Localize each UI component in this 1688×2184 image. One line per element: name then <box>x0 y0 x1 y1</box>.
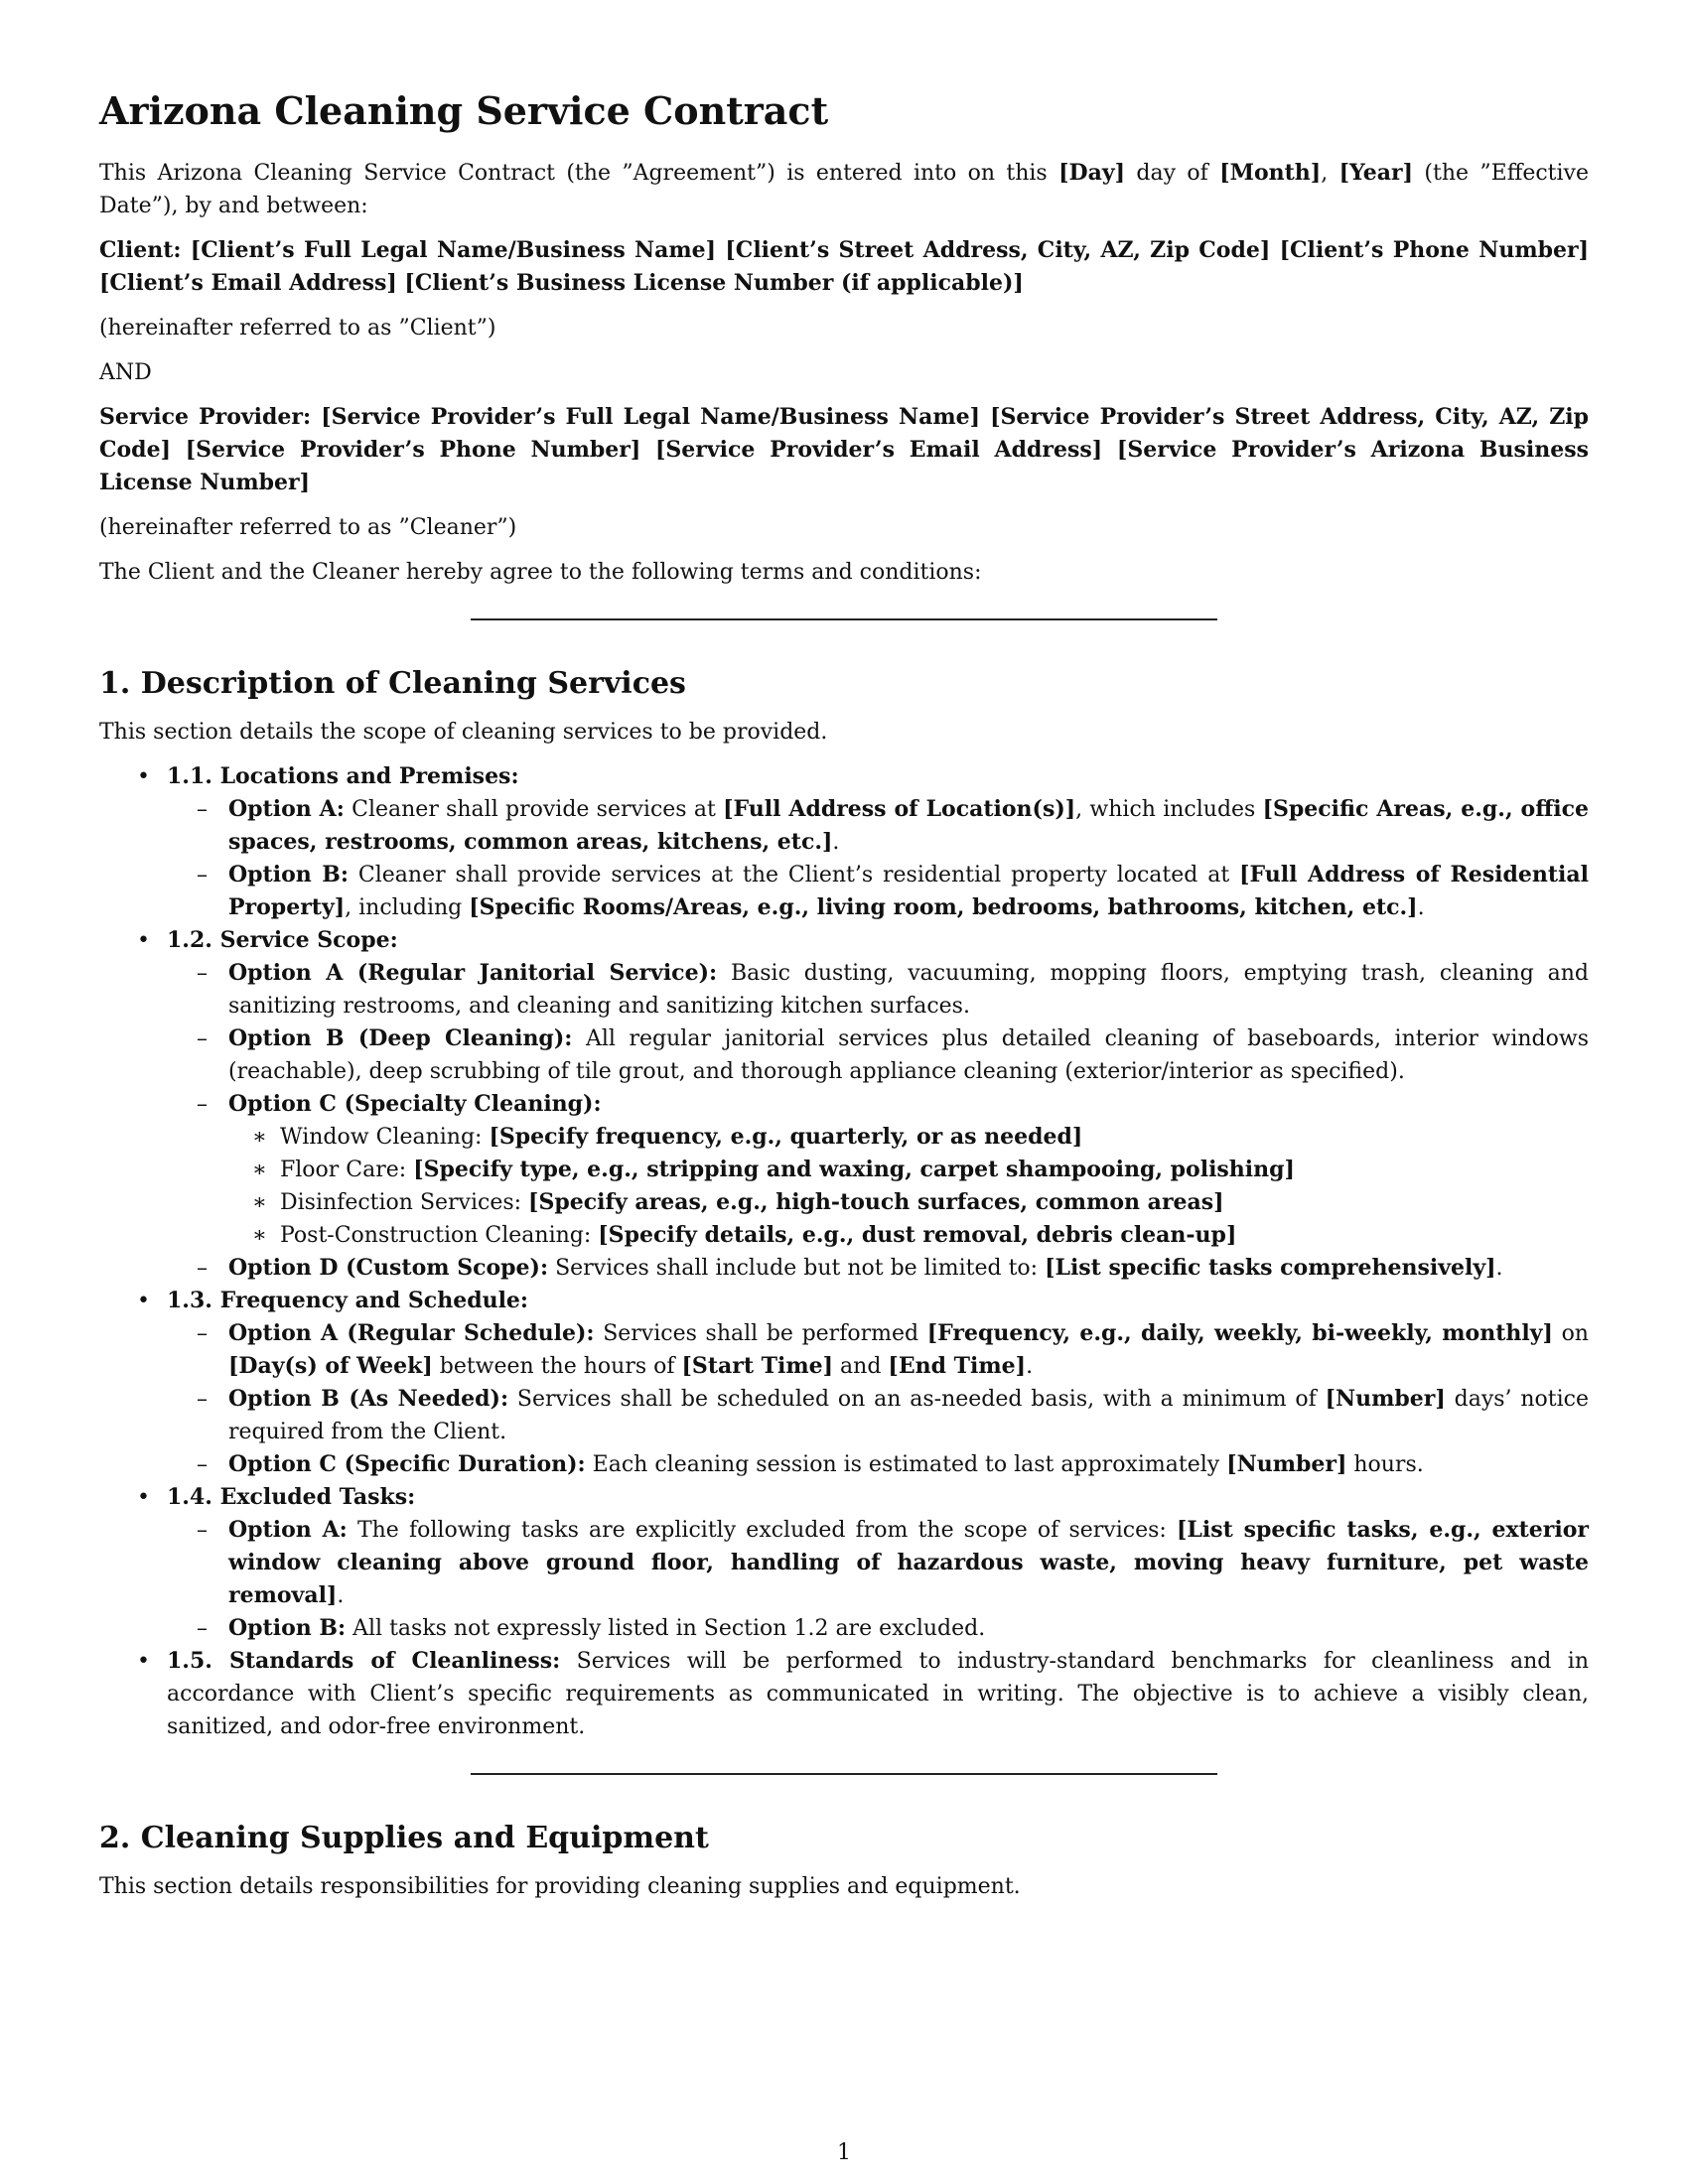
option-1-3-b <box>167 1383 1589 1448</box>
item-1-1-label: 1.1. Locations and Premises: <box>167 763 519 789</box>
option-text: , which includes <box>1075 797 1263 822</box>
intro-text-1: This Arizona Cleaning Service Contract (the ”Agreement”) is entered into on this <box>99 161 1059 186</box>
option-text: Basic dusting, vacuuming, mopping floors, emptying trash, cleaning and sanitizing restrooms, and cleaning and sanitizing kitchen surfaces. <box>228 961 1590 1019</box>
sub-item-name: Window Cleaning: <box>280 1125 490 1150</box>
option-label: Option B (As Needed): <box>228 1386 509 1412</box>
option-1-2-c <box>167 1088 1589 1252</box>
option-1-2-b <box>167 1023 1589 1088</box>
option-1-2-d <box>167 1252 1589 1285</box>
section-1-list <box>99 760 1589 1743</box>
option-label: Option A: <box>228 1517 348 1543</box>
option-text: . <box>1417 895 1425 920</box>
option-1-2-a <box>167 957 1589 1023</box>
intro-paragraph <box>99 157 1589 222</box>
sub-item-name: Post-Construction Cleaning: <box>280 1223 599 1248</box>
section-2-heading: 2. Cleaning Supplies and Equipment <box>99 1821 709 1855</box>
option-text: All regular janitorial services plus detailed cleaning of baseboards, interior windows (reachable), deep scrubbing of tile grout, and thorough appliance cleaning (exterior/interior as specified). <box>228 1026 1589 1084</box>
sub-item <box>228 1121 1589 1154</box>
option-text: Services shall be scheduled on an as-needed basis, with a minimum of <box>508 1387 1326 1412</box>
and-separator: AND <box>99 360 152 385</box>
placeholder-field: [Full Address of Residential Property] <box>228 862 1589 920</box>
agreement-statement: The Client and the Cleaner hereby agree to the following terms and conditions: <box>99 560 982 585</box>
option-text: Services shall be performed <box>594 1321 927 1346</box>
placeholder-field: [Specify frequency, e.g., quarterly, or as needed] <box>489 1124 1083 1150</box>
option-1-4-b <box>167 1612 1589 1645</box>
section-1-intro: This section details the scope of cleaning services to be provided. <box>99 720 828 745</box>
option-1-1-b <box>167 859 1589 924</box>
option-text: . <box>1026 1354 1034 1379</box>
list-item-1-4 <box>99 1481 1589 1645</box>
sub-item <box>228 1219 1589 1252</box>
year-field: [Year] <box>1338 160 1414 186</box>
option-text: Services shall include but not be limited to: <box>548 1256 1046 1281</box>
client-details: Client: [Client’s Full Legal Name/Business Name] [Client’s Street Address, City, AZ, Zip Code] [Client’s Phone Number] [Client’s Email Address] [Client’s Business License Number (if applicable)] <box>99 237 1589 296</box>
placeholder-field: [List specific tasks, e.g., exterior window cleaning above ground floor, handling of hazardous waste, moving heavy furniture, pet waste removal] <box>228 1517 1590 1608</box>
option-label: Option A (Regular Schedule): <box>228 1320 595 1346</box>
item-1-4-label: 1.4. Excluded Tasks: <box>167 1484 416 1510</box>
option-text: between the hours of <box>432 1354 682 1379</box>
document-title: Arizona Cleaning Service Contract <box>99 88 829 133</box>
item-1-5-label: 1.5. Standards of Cleanliness: <box>167 1648 561 1674</box>
option-1-3-c <box>167 1448 1589 1481</box>
option-label: Option D (Custom Scope): <box>228 1255 549 1281</box>
client-reference: (hereinafter referred to as ”Client”) <box>99 316 496 341</box>
list-item-1-2 <box>99 924 1589 1285</box>
placeholder-field: [Day(s) of Week] <box>228 1353 433 1379</box>
placeholder-field: [End Time] <box>888 1353 1027 1379</box>
sub-item-name: Floor Care: <box>280 1158 414 1182</box>
sub-item <box>228 1154 1589 1186</box>
item-1-3-label: 1.3. Frequency and Schedule: <box>167 1288 529 1313</box>
placeholder-field: [Start Time] <box>681 1353 834 1379</box>
option-label: Option A (Regular Janitorial Service): <box>228 960 718 986</box>
option-label: Option B (Deep Cleaning): <box>228 1025 573 1051</box>
item-1-3-options <box>167 1317 1589 1481</box>
item-1-2-options <box>167 957 1589 1285</box>
placeholder-field: [Specify areas, e.g., high-touch surfaces, common areas] <box>528 1189 1224 1215</box>
item-1-4-options <box>167 1514 1589 1645</box>
option-label: Option C (Specialty Cleaning): <box>228 1091 602 1117</box>
option-text: . <box>337 1583 345 1608</box>
provider-details: Service Provider: [Service Provider’s Full Legal Name/Business Name] [Service Provider’s Street Address, City, AZ, Zip Code] [Service Provider’s Phone Number] [Service Provider’s Email Address] [Service Provider’s Arizona Business License Number] <box>99 404 1589 495</box>
option-1-3-a <box>167 1317 1589 1383</box>
section-divider <box>471 618 1217 620</box>
specialty-cleaning-list <box>228 1121 1589 1252</box>
option-text: on <box>1552 1321 1589 1346</box>
day-field: [Day] <box>1058 160 1126 186</box>
option-1-1-a <box>167 793 1589 859</box>
option-text: . <box>1495 1256 1503 1281</box>
section-divider <box>471 1773 1217 1775</box>
option-text: Each cleaning session is estimated to last approximately <box>585 1452 1227 1477</box>
list-item-1-1 <box>99 760 1589 924</box>
option-label: Option B: <box>228 1615 347 1641</box>
sub-item <box>228 1186 1589 1219</box>
section-1-heading: 1. Description of Cleaning Services <box>99 666 686 701</box>
option-text: and <box>833 1354 889 1379</box>
placeholder-field: [Number] <box>1226 1451 1347 1477</box>
item-1-5-text: Services will be performed to industry-standard benchmarks for cleanliness and in accordance with Client’s specific requirements as communicated in writing. The objective is to achieve a visibly clean, sanitized, and odor-free environment. <box>167 1649 1589 1739</box>
list-item-1-3 <box>99 1285 1589 1481</box>
option-label: Option B: <box>228 862 350 887</box>
sub-item-name: Disinfection Services: <box>280 1190 529 1215</box>
option-text: The following tasks are explicitly excluded from the scope of services: <box>347 1518 1177 1543</box>
section-2-intro: This section details responsibilities for providing cleaning supplies and equipment. <box>99 1874 1021 1899</box>
intro-text-2: day of <box>1125 161 1220 186</box>
placeholder-field: [Full Address of Location(s)] <box>723 796 1076 822</box>
option-label: Option A: <box>228 796 345 822</box>
placeholder-field: [Frequency, e.g., daily, weekly, bi-weekly, monthly] <box>926 1320 1553 1346</box>
provider-block <box>99 401 1589 499</box>
item-1-2-label: 1.2. Service Scope: <box>167 927 398 953</box>
provider-reference: (hereinafter referred to as ”Cleaner”) <box>99 515 517 540</box>
document-page <box>99 87 1589 1915</box>
option-text: . <box>832 830 840 855</box>
month-field: [Month] <box>1219 160 1322 186</box>
option-text: days’ notice required from the Client. <box>228 1387 1589 1444</box>
option-text: hours. <box>1346 1452 1424 1477</box>
option-text: All tasks not expressly listed in Section 1.2 are excluded. <box>346 1616 986 1641</box>
option-text: , including <box>345 895 470 920</box>
option-label: Option C (Specific Duration): <box>228 1451 586 1477</box>
intro-text-4: (the ”Effective Date”), by and between: <box>99 161 1589 218</box>
client-block <box>99 234 1589 300</box>
page-number: 1 <box>837 2140 851 2165</box>
list-item-1-5 <box>99 1645 1589 1743</box>
placeholder-field: [Specify details, e.g., dust removal, debris clean-up] <box>598 1222 1237 1248</box>
option-text: Cleaner shall provide services at <box>344 797 724 822</box>
placeholder-field: [Specific Areas, e.g., office spaces, restrooms, common areas, kitchens, etc.] <box>228 796 1590 855</box>
placeholder-field: [List specific tasks comprehensively] <box>1045 1255 1496 1281</box>
intro-text-3: , <box>1321 161 1339 186</box>
placeholder-field: [Specific Rooms/Areas, e.g., living room, bedrooms, bathrooms, kitchen, etc.] <box>469 894 1418 920</box>
placeholder-field: [Specify type, e.g., stripping and waxing, carpet shampooing, polishing] <box>413 1157 1295 1182</box>
placeholder-field: [Number] <box>1325 1386 1446 1412</box>
item-1-1-options <box>167 793 1589 924</box>
option-1-4-a <box>167 1514 1589 1612</box>
option-text: Cleaner shall provide services at the Client’s residential property located at <box>349 863 1240 887</box>
